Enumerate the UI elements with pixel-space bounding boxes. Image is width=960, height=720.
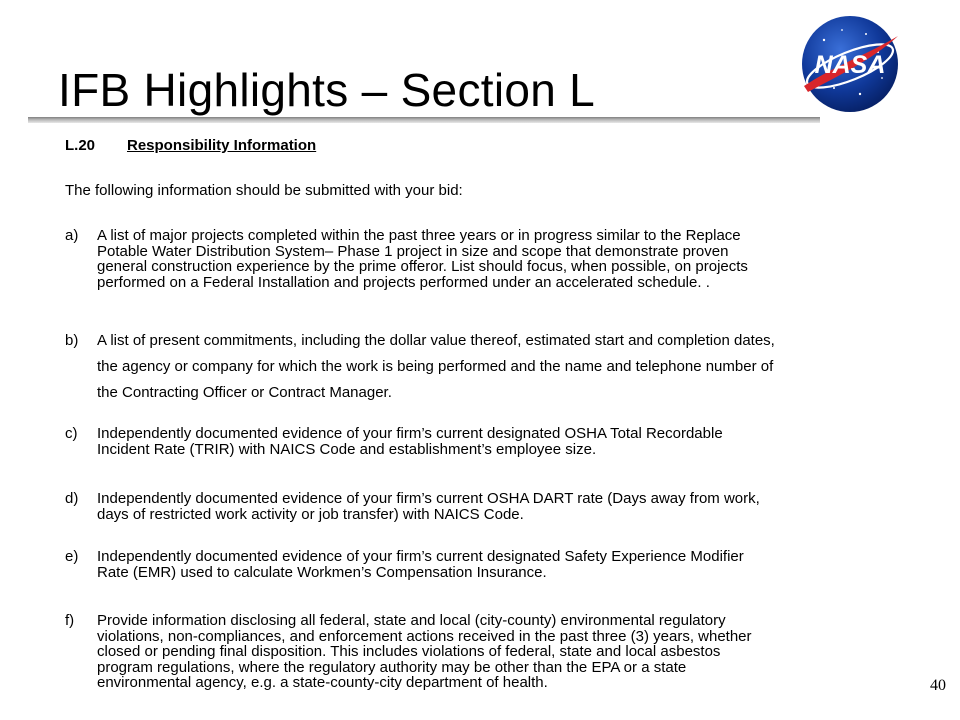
list-item-text: Independently documented evidence of your firm’s current OSHA DART rate (Days away from work, days of restricted work activity or job transfer) with NAICS Code. <box>97 490 760 523</box>
svg-text:NASA: NASA <box>814 51 886 79</box>
section-heading <box>65 137 945 155</box>
list-item-label: f) <box>65 612 75 629</box>
list-item-label: e) <box>65 548 79 565</box>
list-item-label: b) <box>65 332 79 349</box>
nasa-logo-icon <box>794 6 906 118</box>
list-item-text: Independently documented evidence of your firm’s current designated Safety Experience Modifier Rate (EMR) used to calculate Workmen’s Compensation Insurance. <box>97 548 744 581</box>
list-item-text: Provide information disclosing all federal, state and local (city-county) environmental regulatory violations, non-compliances, and enforcement actions received in the past three (3) years, whether closed or pending final disposition. This includes violations of federal, state and local asbestos program regulations, where the regulatory authority may be other than the EPA or a state environmental agency, e.g. a state-county-city department of health. <box>97 612 752 691</box>
section-number: L.20 <box>65 137 96 154</box>
list-item-text: A list of major projects completed within the past three years or in progress similar to the Replace Potable Water Distribution System– Phase 1 project in size and scope that demonstrate proven general construction experience by the prime offeror. List should focus, when possible, on projects performed on a Federal Installation and projects performed under an accelerated schedule. . <box>97 227 748 291</box>
page-number: 40 <box>930 677 946 694</box>
list-item-text: A list of present commitments, including the dollar value thereof, estimated start and completion dates, the agency or company for which the work is being performed and the name and telephone number of the Contracting Officer or Contract Manager. <box>97 332 775 401</box>
list-item-label: c) <box>65 425 78 442</box>
intro-text: The following information should be submitted with your bid: <box>65 182 463 199</box>
section-title: Responsibility Information <box>127 137 317 154</box>
slide-title: IFB Highlights – Section L <box>58 64 596 116</box>
title-underline-rule <box>28 117 820 123</box>
list-item-text: Independently documented evidence of your firm’s current designated OSHA Total Recordable Incident Rate (TRIR) with NAICS Code and establishment’s employee size. <box>97 425 723 458</box>
list-item-label: d) <box>65 490 79 507</box>
list-item-label: a) <box>65 227 79 244</box>
